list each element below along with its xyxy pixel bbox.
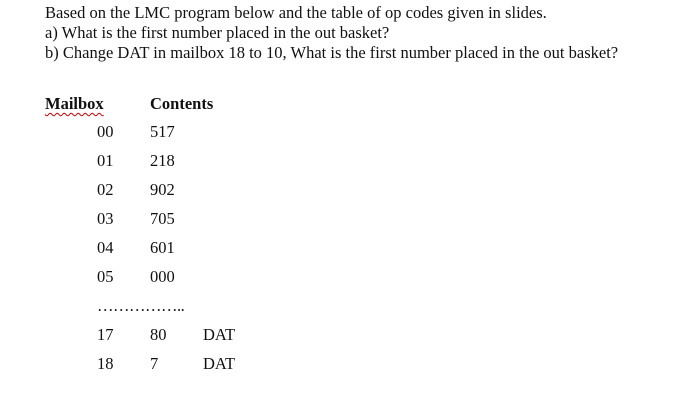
mailbox-number: 18 <box>97 354 114 373</box>
table-row <box>0 267 682 289</box>
mailbox-number: 03 <box>97 209 114 228</box>
mailbox-contents: 705 <box>150 209 175 228</box>
table-row <box>0 325 682 347</box>
mailbox-number: 17 <box>97 325 114 344</box>
mailbox-number: 05 <box>97 267 114 286</box>
question-part-b: b) Change DAT in mailbox 18 to 10, What is the first number placed in the out basket? <box>45 43 619 62</box>
mailbox-contents: 218 <box>150 151 175 170</box>
mailbox-contents: 000 <box>150 267 175 286</box>
mailbox-header: Mailbox <box>45 94 104 113</box>
mailbox-contents: 517 <box>150 122 175 141</box>
mailbox-contents: 7 <box>150 354 159 373</box>
table-row <box>0 238 682 260</box>
table-row <box>0 354 682 376</box>
table-row <box>0 151 682 173</box>
table-row <box>0 209 682 231</box>
question-part-a: a) What is the first number placed in the out basket? <box>45 23 390 42</box>
mailbox-number: 04 <box>97 238 114 257</box>
table-row <box>0 122 682 144</box>
mailbox-label: DAT <box>203 354 236 373</box>
question-intro: Based on the LMC program below and the table of op codes given in slides. <box>45 3 547 22</box>
mailbox-label: DAT <box>203 325 236 344</box>
mailbox-number: 00 <box>97 122 114 141</box>
mailbox-number: 01 <box>97 151 114 170</box>
question-text <box>45 3 618 63</box>
mailbox-contents: 80 <box>150 325 167 344</box>
mailbox-number: 02 <box>97 180 114 199</box>
contents-header: Contents <box>150 94 214 113</box>
mailbox-contents: 601 <box>150 238 175 257</box>
omitted-rows-ellipsis: …………….. <box>97 296 185 315</box>
mailbox-contents: 902 <box>150 180 175 199</box>
table-row <box>0 180 682 202</box>
